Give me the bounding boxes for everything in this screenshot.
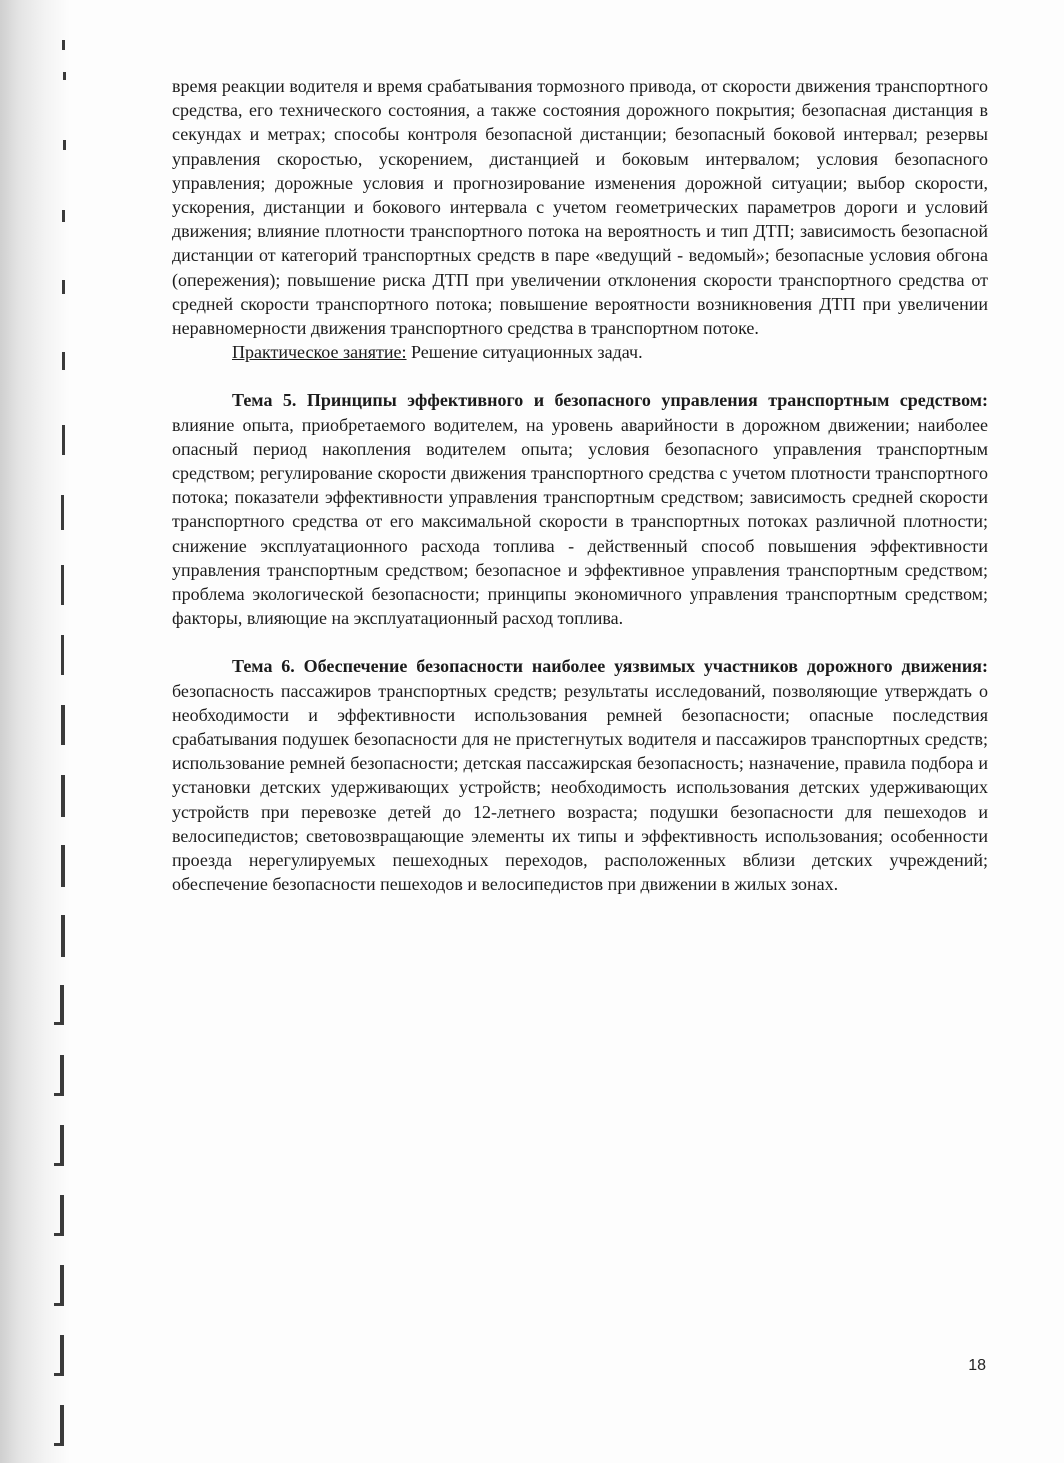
practical-session-text: Решение ситуационных задач. xyxy=(406,342,643,363)
practical-session-label: Практическое занятие: xyxy=(232,342,407,363)
page-number: 18 xyxy=(968,1357,986,1374)
paragraph-topic4-continuation: время реакции водителя и время срабатывания тормозного привода, от скорости движения транспортного средства, его технического состояния, а также состояния дорожного покрытия; безопасная дистанция в секундах и метрах; способы контроля безопасной дистанции; безопасный боковой интервал; резервы управления скоростью, ускорением, дистанцией и боковым интервалом; условия безопасного управления; дорожные условия и прогнозирование изменения дорожной ситуации; выбор скорости, ускорения, дистанции и бокового интервала с учетом геометрических параметров дороги и условий движения; влияние плотности транспортного потока на вероятность и тип ДТП; зависимость безопасной дистанции от категорий транспортных средств в паре «ведущий - ведомый»; безопасные условия обгона (опережения); повышение риска ДТП при увеличении отклонения скорости транспортного средства от средней скорости транспортного потока; повышение вероятности возникновения ДТП при увеличении неравномерности движения транспортного средства в транспортном потоке. xyxy=(172,76,988,339)
document-body xyxy=(172,74,988,897)
binding-holes xyxy=(0,0,70,1463)
topic-6-heading: Тема 6. Обеспечение безопасности наиболее уязвимых участников дорожного движения: xyxy=(232,656,988,677)
topic-5-body: влияние опыта, приобретаемого водителем, на уровень аварийности в дорожном движении; наиболее опасный период накопления водителем опыта; условия безопасного управления транспортным средством; регулирование скорости движения транспортного средства с учетом плотности транспортного потока; показатели эффективности управления транспортным средством; зависимость средней скорости транспортного средства от его максимальной скорости в транспортных потоках различной плотности; снижение эксплуатационного расхода топлива - действенный способ повышения эффективности управления транспортным средством; безопасное и эффективное управления транспортным средством; проблема экологической безопасности; принципы экономичного управления транспортным средством; факторы, влияющие на эксплуатационный расход топлива. xyxy=(172,414,988,629)
topic-5-paragraph xyxy=(172,388,988,630)
practical-session-line xyxy=(172,340,988,364)
topic-5-heading: Тема 5. Принципы эффективного и безопасного управления транспортным средством: xyxy=(232,390,988,411)
topic-6-body: безопасность пассажиров транспортных средств; результаты исследований, позволяющие утверждать о необходимости и эффективности использования ремней безопасности; опасные последствия срабатывания подушек безопасности для не пристегнутых водителя и пассажиров транспортных средств; использование ремней безопасности; детская пассажирская безопасность; назначение, правила подбора и установки детских удерживающих устройств; необходимость использования детских удерживающих устройств при перевозке детей до 12-летнего возраста; подушки безопасности для пешеходов и велосипедистов; световозвращающие элементы их типы и эффективность использования; особенности проезда нерегулируемых пешеходных переходов, расположенных вблизи детских учреждений; обеспечение безопасности пешеходов и велосипедистов при движении в жилых зонах. xyxy=(172,680,988,895)
topic-6-paragraph xyxy=(172,654,988,896)
